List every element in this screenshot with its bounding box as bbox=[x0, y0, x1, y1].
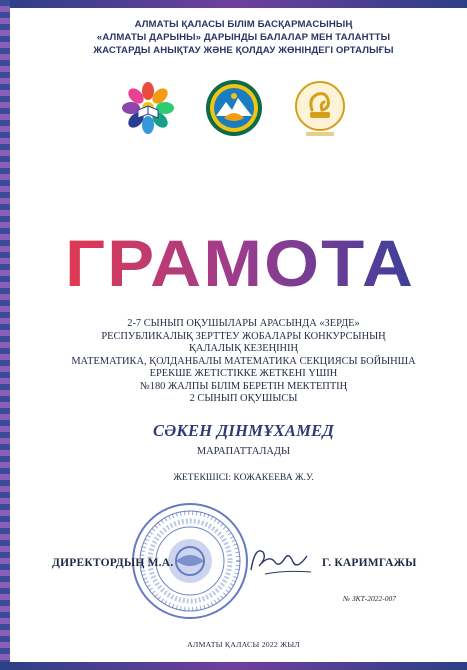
description-line-5: ЕРЕКШЕ ЖЕТІСТІККЕ ЖЕТКЕНІ ҮШІН bbox=[149, 368, 338, 379]
header-line-2: «АЛМАТЫ ДАРЫНЫ» ДАРЫНДЫ БАЛАЛАР МЕН ТАЛАНТТЫ bbox=[96, 32, 391, 43]
description-line-7: 2 СЫНЫП ОҚУШЫСЫ bbox=[189, 393, 298, 404]
director-signature bbox=[245, 540, 315, 580]
title-text: ГРАМОТА bbox=[65, 228, 415, 296]
description-line-2: РЕСПУБЛИКАЛЫҚ ЗЕРТТЕУ ЖОБАЛАРЫ КОНКУРСЫНЫҢ bbox=[101, 330, 386, 342]
logo-row bbox=[0, 78, 467, 142]
award-description bbox=[30, 318, 457, 406]
description-line-3: ҚАЛАЛЫҚ КЕЗЕҢІНІҢ bbox=[188, 343, 298, 354]
signer-name: Г. КАРИМГАЖЫ bbox=[322, 557, 417, 569]
description-line-1: 2-7 СЫНЫП ОҚУШЫЛАРЫ АРАСЫНДА «ЗЕРДЕ» bbox=[127, 318, 360, 329]
almaty-daryny-logo-icon bbox=[290, 78, 350, 138]
decorative-frame-top bbox=[0, 0, 467, 8]
description-line-4: МАТЕМАТИКА, ҚОЛДАНБАЛЫ МАТЕМАТИКА СЕКЦИЯСЫ БОЙЫНША bbox=[71, 355, 416, 367]
awarded-label: МАРАПАТТАЛАДЫ bbox=[196, 446, 291, 457]
certificate-title bbox=[60, 228, 420, 296]
recipient-name: СӘКЕН ДІНМҰХАМЕД bbox=[152, 421, 335, 440]
director-label: ДИРЕКТОРДЫҢ М.А. bbox=[52, 557, 174, 569]
footer-place-year: АЛМАТЫ ҚАЛАСЫ 2022 ЖЫЛ bbox=[187, 640, 300, 649]
header-line-1: АЛМАТЫ ҚАЛАСЫ БІЛІМ БАСҚАРМАСЫНЫҢ bbox=[134, 19, 353, 30]
decorative-frame-bottom bbox=[0, 662, 467, 670]
almaty-city-emblem-icon bbox=[204, 78, 264, 138]
description-line-6: №180 ЖАЛПЫ БІЛІМ БЕРЕТІН МЕКТЕПТІҢ bbox=[139, 380, 348, 392]
education-emblem-icon bbox=[118, 78, 178, 138]
header-line-3: ЖАСТАРДЫ АНЫҚТАУ ЖӘНЕ ҚОЛДАУ ЖӨНІНДЕГІ ОРТАЛЫҒЫ bbox=[93, 45, 394, 56]
issuer-header bbox=[30, 18, 457, 57]
supervisor-line: ЖЕТЕКШІСІ: КОЖАКЕЕВА Ж.У. bbox=[173, 472, 314, 483]
document-number: № ЗКТ-2022-007 bbox=[343, 594, 397, 603]
